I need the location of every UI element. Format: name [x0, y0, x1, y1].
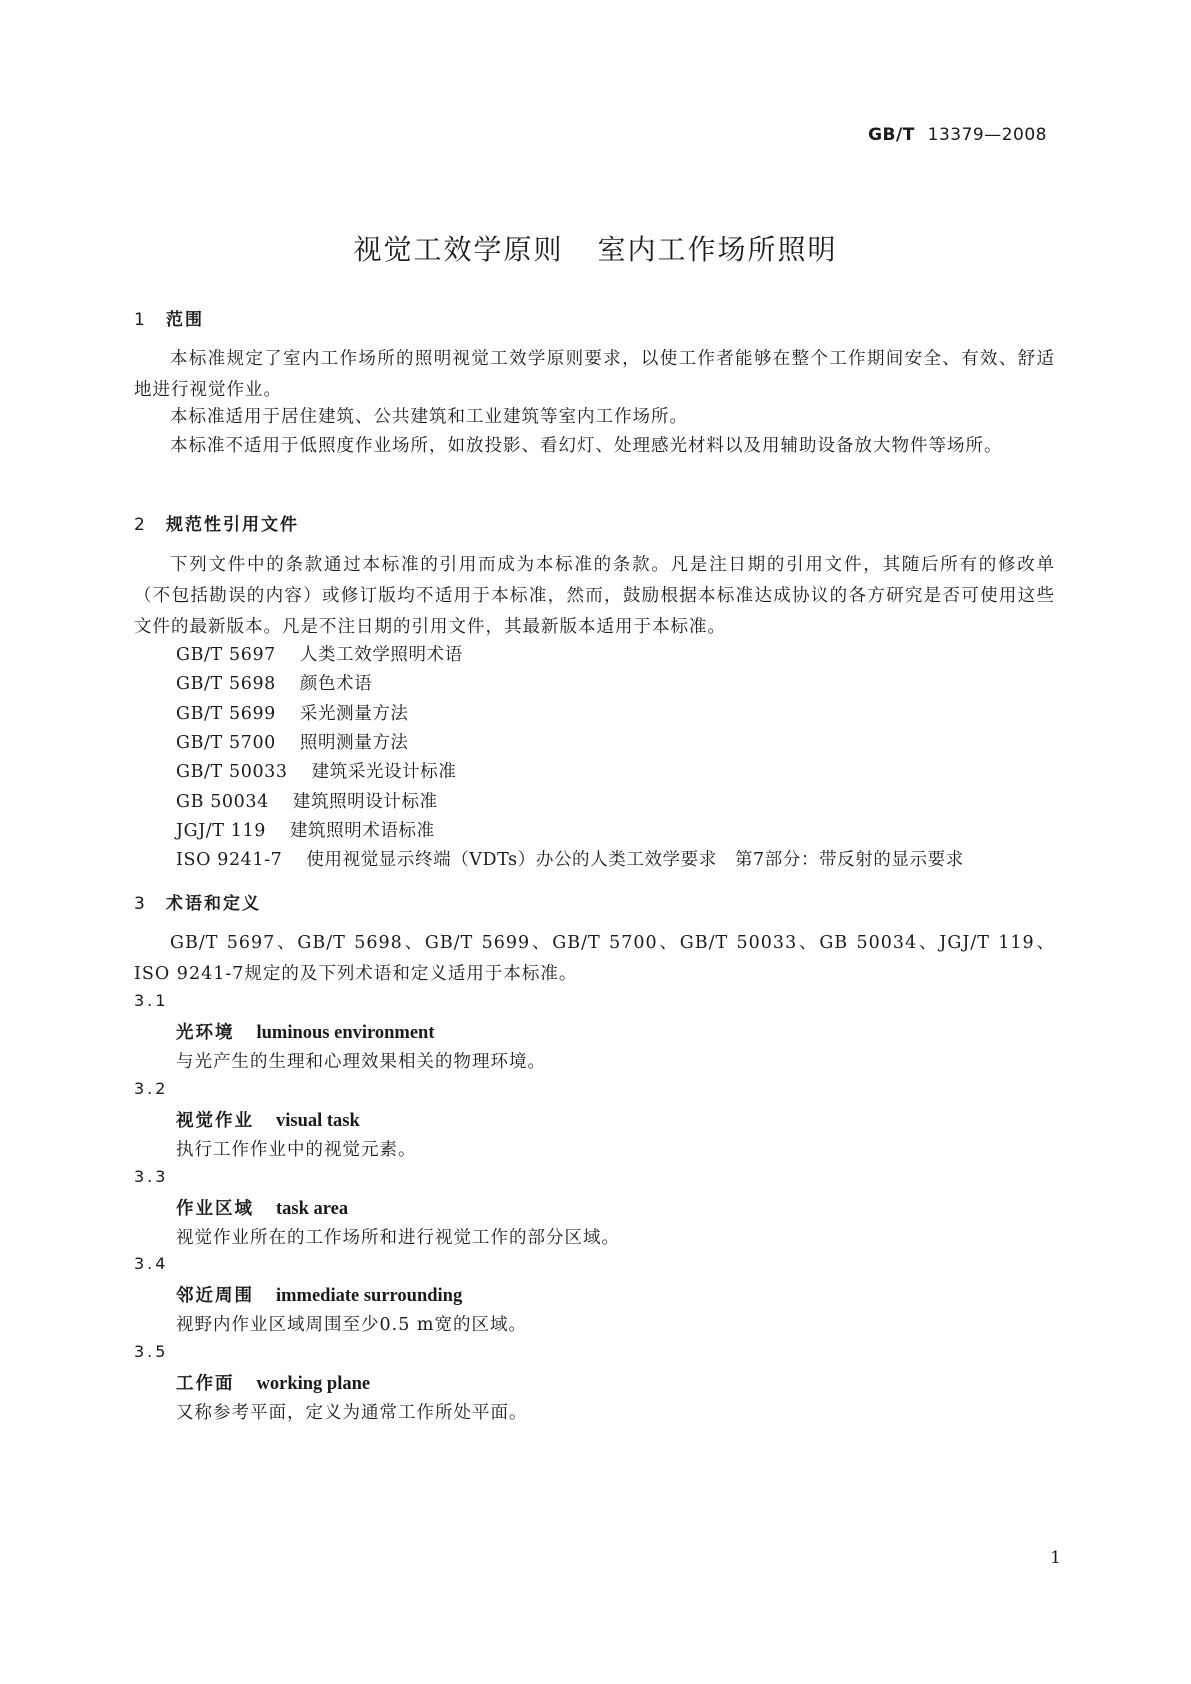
term-definition: 视觉作业所在的工作场所和进行视觉工作的部分区域。	[176, 1228, 620, 1248]
standard-number: 13379—2008	[927, 125, 1047, 145]
term-entry: 光环境 luminous environment	[176, 1023, 435, 1043]
term-definition: 与光产生的生理和心理效果相关的物理环境。	[176, 1052, 546, 1072]
standard-prefix: GB/T	[868, 125, 915, 145]
paragraph: 下列文件中的条款通过本标准的引用而成为本标准的条款。凡是注日期的引用文件，其随后所有的修改单（不包括勘误的内容）或修订版均不适用于本标准，然而，鼓励根据本标准达成协议的各方研究是否可使用这些文件的最新版本。凡是不注日期的引用文件，其最新版本适用于本标准。	[134, 555, 1055, 637]
title-part-2: 室内工作场所照明	[597, 233, 838, 266]
term-number: 3.4	[134, 1254, 169, 1273]
term-entry: 邻近周围 immediate surrounding	[176, 1286, 463, 1306]
section-heading-1: 1 范围	[134, 310, 204, 330]
reference-item: GB/T 50033 建筑采光设计标准	[176, 762, 457, 782]
page-title	[0, 228, 1191, 268]
reference-item: GB/T 5697 人类工效学照明术语	[176, 645, 463, 665]
reference-item: ISO 9241-7 使用视觉显示终端（VDTs）办公的人类工效学要求 第7部分：带反射的显示要求	[176, 850, 964, 870]
reference-item: JGJ/T 119 建筑照明术语标准	[176, 821, 435, 841]
term-number: 3.2	[134, 1079, 169, 1098]
reference-item: GB/T 5699 采光测量方法	[176, 704, 409, 724]
reference-item: GB/T 5700 照明测量方法	[176, 733, 409, 753]
term-number: 3.3	[134, 1167, 169, 1186]
term-entry: 作业区域 task area	[176, 1199, 349, 1219]
paragraph: 本标准适用于居住建筑、公共建筑和工业建筑等室内工作场所。	[170, 407, 688, 427]
term-definition: 执行工作作业中的视觉元素。	[176, 1140, 417, 1160]
term-entry: 视觉作业 visual task	[176, 1111, 360, 1131]
paragraph: 本标准规定了室内工作场所的照明视觉工效学原则要求，以使工作者能够在整个工作期间安全、有效、舒适地进行视觉作业。	[134, 349, 1055, 400]
section-heading-2: 2 规范性引用文件	[134, 515, 299, 535]
page-number: 1	[1050, 1548, 1061, 1568]
term-entry: 工作面 working plane	[176, 1374, 371, 1394]
term-number: 3.5	[134, 1342, 169, 1361]
paragraph: 本标准不适用于低照度作业场所，如放投影、看幻灯、处理感光材料以及用辅助设备放大物件等场所。	[170, 436, 1003, 456]
term-definition: 视野内作业区域周围至少0.5 m宽的区域。	[176, 1315, 527, 1335]
reference-item: GB 50034 建筑照明设计标准	[176, 792, 438, 812]
paragraph: GB/T 5697、GB/T 5698、GB/T 5699、GB/T 5700、GB/T 50033、GB 50034、JGJ/T 119、ISO 9241-7规定的及下列术语和定义适用于本标准。	[134, 933, 1055, 984]
title-part-1: 视觉工效学原则	[353, 233, 564, 266]
term-definition: 又称参考平面，定义为通常工作所处平面。	[176, 1403, 528, 1423]
standard-code	[868, 125, 1047, 145]
section-heading-3: 3 术语和定义	[134, 894, 261, 914]
term-number: 3.1	[134, 991, 169, 1010]
reference-item: GB/T 5698 颜色术语	[176, 674, 373, 694]
